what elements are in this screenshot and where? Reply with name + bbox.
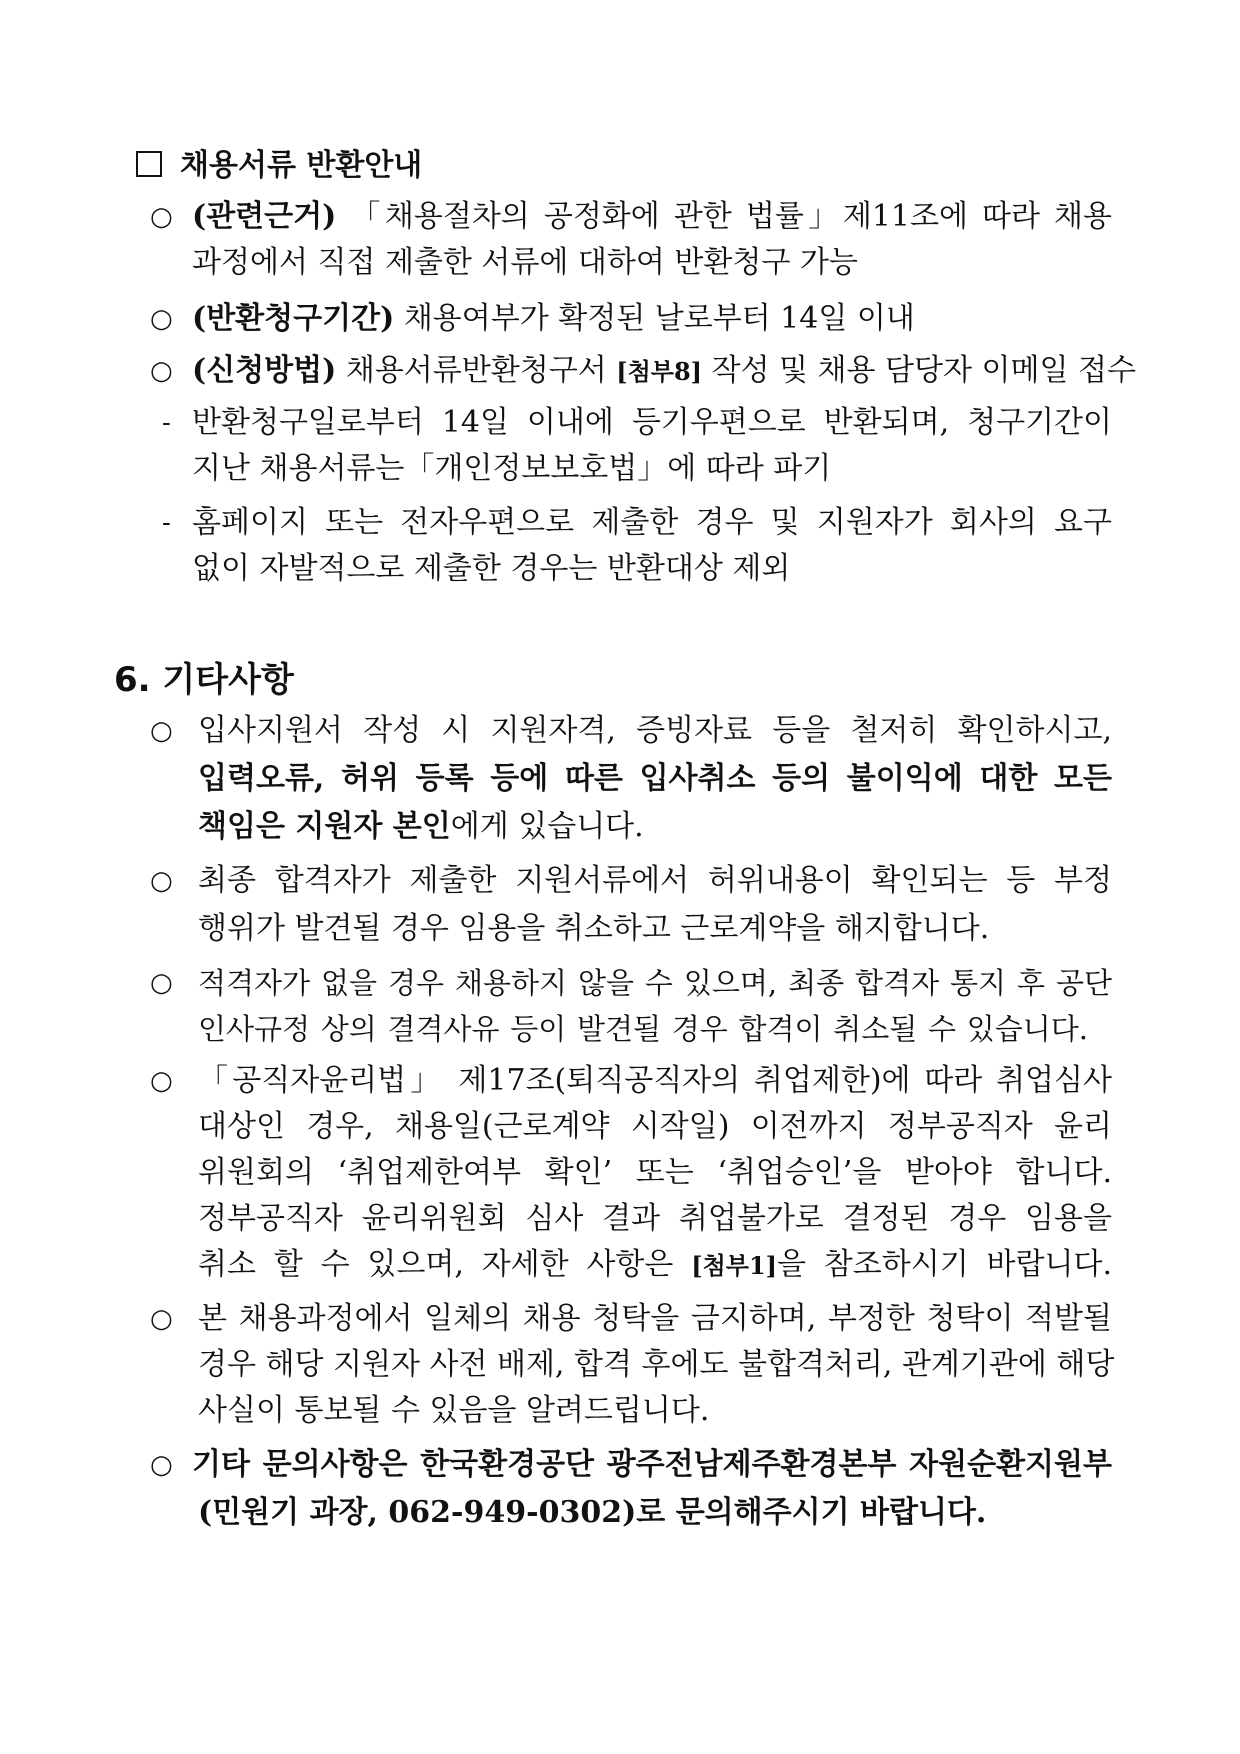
circle-bullet-icon: ○ [150,1450,173,1480]
other-p5-line2: 경우 해당 지원자 사전 배제, 합격 후에도 불합격처리, 관계기관에 해당 [198,1347,1115,1382]
other-p4-line1: 「공직자윤리법」 제17조(퇴직공직자의 취업제한)에 따라 취업심사 [198,1063,1112,1098]
return-dash-1-cont: 지난 채용서류는「개인정보보호법」에 따라 파기 [192,451,832,486]
other-p2-line2: 행위가 발견될 경우 임용을 취소하고 근로계약을 해지합니다. [198,911,990,946]
other-p6-line2: (민원기 과장, 062-949-0302)로 문의해주시기 바랍니다. [198,1495,987,1530]
other-p4-line3: 위원회의 ‘취업제한여부 확인’ 또는 ‘취업승인’을 받아야 합니다. [198,1155,1112,1190]
dash-bullet-icon: - [162,408,171,438]
circle-bullet-icon: ○ [150,1304,173,1334]
other-p1-line1: 입사지원서 작성 시 지원자격, 증빙자료 등을 철저히 확인하시고, [198,713,1112,748]
other-section-heading: 6. 기타사항 [114,660,294,700]
circle-bullet-icon: ○ [150,716,173,746]
return-item-basis-cont: 과정에서 직접 제출한 서류에 대하여 반환청구 가능 [192,245,858,280]
other-p6-line1: 기타 문의사항은 한국환경공단 광주전남제주환경본부 자원순환지원부 [192,1447,1112,1482]
other-p3-line2: 인사규정 상의 결격사유 등이 발견될 경우 합격이 취소될 수 있습니다. [198,1012,1088,1046]
return-section-heading: 채용서류 반환안내 [136,140,422,184]
other-p3-line1: 적격자가 없을 경우 채용하지 않을 수 있으며, 최종 합격자 통지 후 공단 [198,966,1112,1000]
other-p2-line1: 최종 합격자가 제출한 지원서류에서 허위내용이 확인되는 등 부정 [198,863,1112,898]
circle-bullet-icon: ○ [150,202,173,232]
other-p4-line5: 취소 할 수 있으며, 자세한 사항은 [첨부1]을 참조하시기 바랍니다. [198,1247,1112,1282]
return-dash-2: 홈페이지 또는 전자우편으로 제출한 경우 및 지원자가 회사의 요구 [192,505,1112,540]
circle-bullet-icon: ○ [150,356,173,386]
return-item-basis: (관련근거) 「채용절차의 공정화에 관한 법률」제11조에 따라 채용 [192,199,1112,234]
other-p4-line4: 정부공직자 윤리위원회 심사 결과 취업불가로 결정된 경우 임용을 [198,1201,1112,1236]
return-dash-2-cont: 없이 자발적으로 제출한 경우는 반환대상 제외 [192,551,791,586]
return-item-period: (반환청구기간) 채용여부가 확정된 날로부터 14일 이내 [192,301,915,336]
circle-bullet-icon: ○ [150,304,173,334]
dash-bullet-icon: - [162,508,171,538]
other-p4-line2: 대상인 경우, 채용일(근로계약 시작일) 이전까지 정부공직자 윤리 [198,1109,1112,1144]
circle-bullet-icon: ○ [150,968,173,998]
checkbox-square-icon [136,151,162,177]
other-p5-line1: 본 채용과정에서 일체의 채용 청탁을 금지하며, 부정한 청탁이 적발될 [198,1301,1112,1336]
return-item-method: (신청방법) 채용서류반환청구서 [첨부8] 작성 및 채용 담당자 이메일 접수 [192,353,1136,388]
return-dash-1: 반환청구일로부터 14일 이내에 등기우편으로 반환되며, 청구기간이 [192,405,1112,440]
other-p1-line3: 책임은 지원자 본인에게 있습니다. [198,809,644,844]
other-p5-line3: 사실이 통보될 수 있음을 알려드립니다. [198,1393,710,1428]
circle-bullet-icon: ○ [150,1066,173,1096]
other-p1-line2: 입력오류, 허위 등록 등에 따른 입사취소 등의 불이익에 대한 모든 [198,761,1112,796]
circle-bullet-icon: ○ [150,866,173,896]
